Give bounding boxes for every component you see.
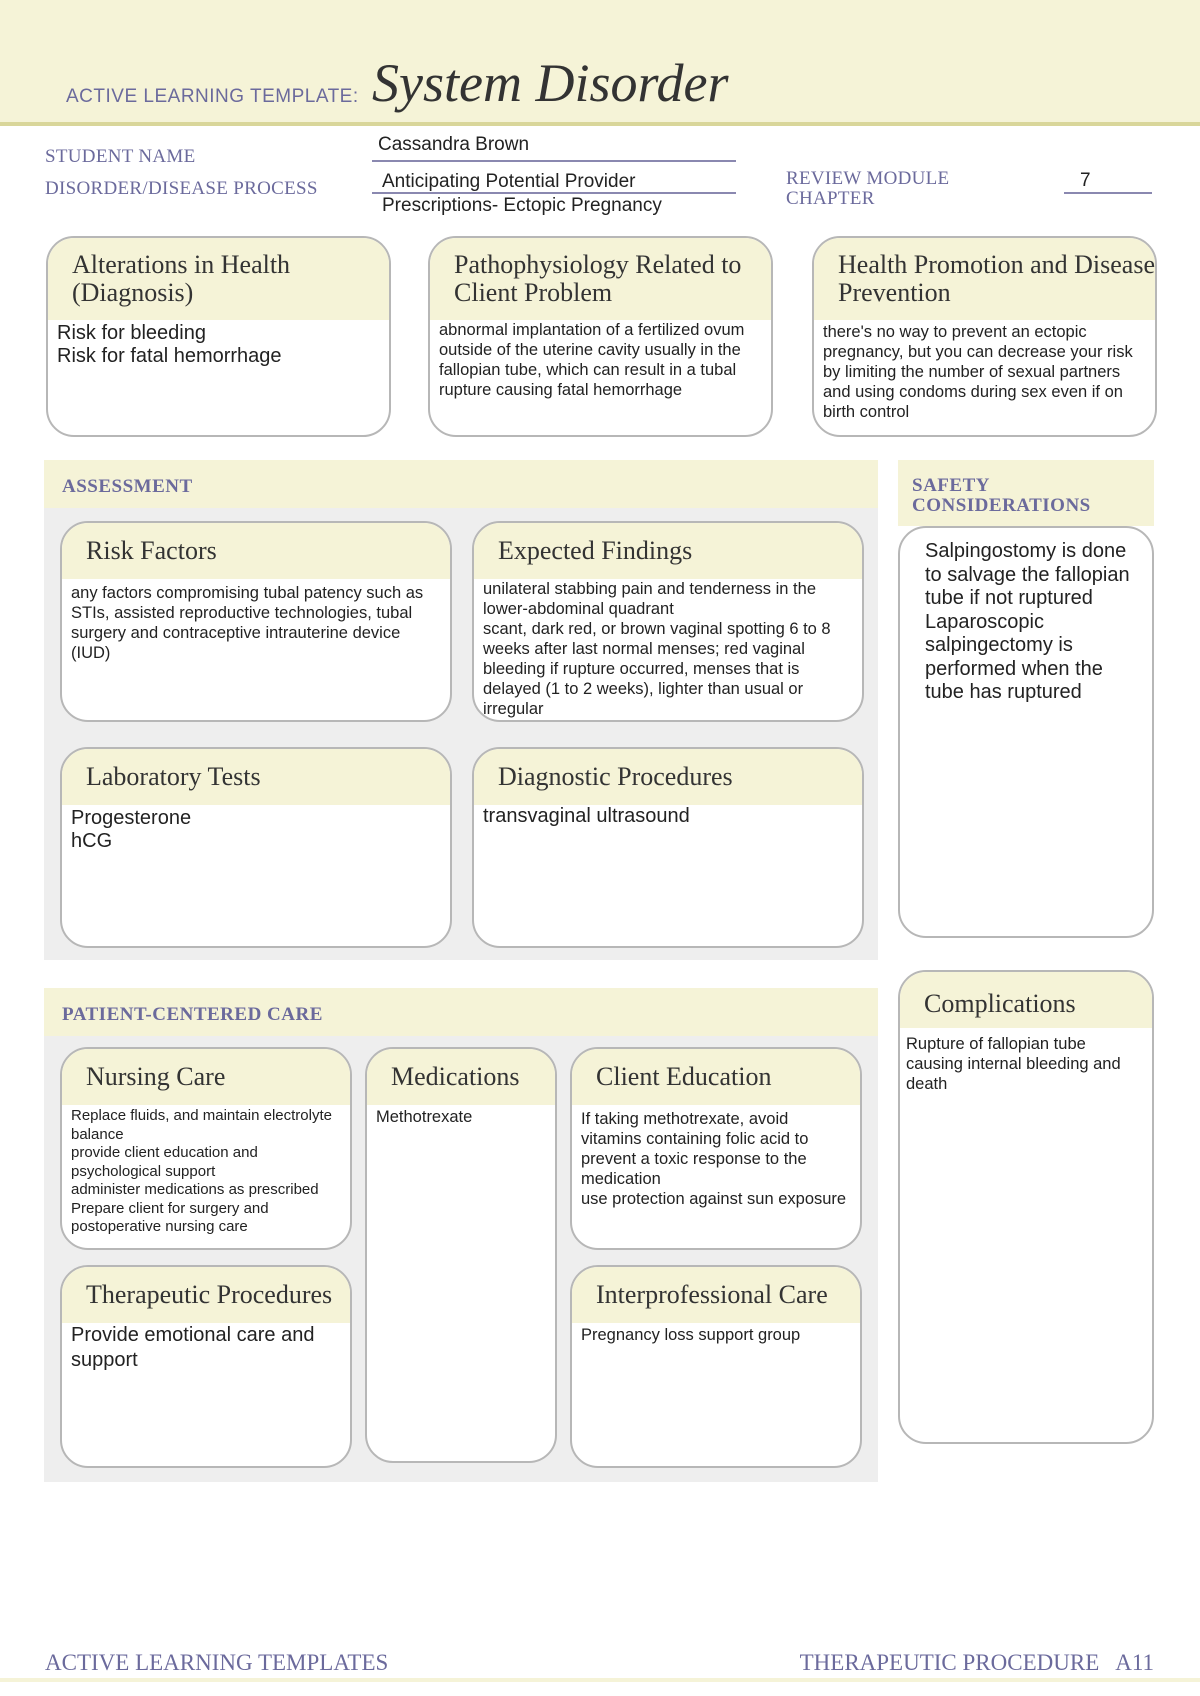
expected-findings-card [472, 521, 864, 722]
pathophysiology-text[interactable]: abnormal implantation of a fertilized ovum outside of the uterine cavity usually in the fallopian tube, which can result in a tubal rupture causing fatal hemorrhage [439, 321, 745, 399]
complications-title: Complications [900, 972, 1152, 1028]
interprofessional-care-title: Interprofessional Care [572, 1267, 860, 1323]
health-promotion-title: Health Promotion and Disease Prevention [814, 238, 1155, 320]
pathophysiology-card [428, 236, 773, 437]
footer-left: ACTIVE LEARNING TEMPLATES [45, 1650, 389, 1675]
risk-factors-card [60, 521, 452, 722]
medications-title: Medications [367, 1049, 555, 1105]
expected-findings-title: Expected Findings [474, 523, 862, 579]
therapeutic-procedures-text[interactable]: Provide emotional care and support [71, 1324, 315, 1371]
disorder-underline [372, 192, 736, 194]
nursing-care-line-3[interactable]: administer medications as prescribed [71, 1181, 319, 1198]
nursing-care-title: Nursing Care [62, 1049, 350, 1105]
client-education-line-2[interactable]: use protection against sun exposure [581, 1190, 847, 1208]
assessment-title: ASSESSMENT [62, 476, 193, 497]
alterations-title: Alterations in Health (Diagnosis) [48, 238, 389, 320]
laboratory-tests-card [60, 747, 452, 948]
alterations-line-1[interactable]: Risk for bleeding [57, 322, 206, 344]
safety-card [898, 526, 1154, 938]
alterations-card [46, 236, 391, 437]
expected-findings-line-2[interactable]: scant, dark red, or brown vaginal spotting 6 to 8 weeks after last normal menses; red vaginal bleeding if rupture occurred, menses that is delayed (1 to 2 weeks), lighter than usual or irregular [483, 620, 831, 718]
footer-band [0, 1678, 1200, 1682]
health-promotion-text[interactable]: there's no way to prevent an ectopic pregnancy, but you can decrease your risk by limiting the number of sexual partners and using condoms during sex even if on birth control [823, 323, 1133, 421]
diagnostic-procedures-text[interactable]: transvaginal ultrasound [483, 805, 690, 827]
disorder-value-line2[interactable]: Prescriptions- Ectopic Pregnancy [382, 195, 662, 216]
student-name-value[interactable]: Cassandra Brown [378, 134, 530, 155]
client-education-line-1[interactable]: If taking methotrexate, avoid vitamins containing folic acid to prevent a toxic response to the medication [581, 1110, 809, 1188]
laboratory-test-1[interactable]: Progesterone [71, 807, 192, 829]
therapeutic-procedures-title: Therapeutic Procedures [62, 1267, 350, 1323]
chapter-label: CHAPTER [786, 188, 875, 209]
chapter-value[interactable]: 7 [1080, 170, 1091, 191]
diagnostic-procedures-card [472, 747, 864, 948]
student-name-label: STUDENT NAME [45, 146, 196, 167]
interprofessional-care-card [570, 1265, 862, 1468]
client-education-card [570, 1047, 862, 1250]
therapeutic-procedures-card [60, 1265, 352, 1468]
laboratory-tests-title: Laboratory Tests [62, 749, 450, 805]
alterations-line-2[interactable]: Risk for fatal hemorrhage [57, 345, 282, 367]
nursing-care-line-2[interactable]: provide client education and psychological support [71, 1144, 258, 1180]
laboratory-test-2[interactable]: hCG [71, 830, 113, 852]
health-promotion-card [812, 236, 1157, 437]
risk-factors-text[interactable]: any factors compromising tubal patency such as STIs, assisted reproductive technologies, tubal surgery and contraceptive intrauterine device (IUD) [71, 584, 424, 662]
diagnostic-procedures-title: Diagnostic Procedures [474, 749, 862, 805]
safety-line-1[interactable]: Salpingostomy is done to salvage the fallopian tube if not ruptured [925, 540, 1130, 609]
patient-care-title: PATIENT-CENTERED CARE [62, 1004, 323, 1025]
medications-card [365, 1047, 557, 1463]
review-module-label: REVIEW MODULE [786, 168, 950, 189]
safety-title: SAFETY CONSIDERATIONS [912, 475, 1091, 516]
pathophysiology-title: Pathophysiology Related to Client Problem [430, 238, 771, 320]
template-title: System Disorder [372, 53, 729, 113]
nursing-care-line-4[interactable]: Prepare client for surgery and postoperative nursing care [71, 1199, 269, 1235]
risk-factors-title: Risk Factors [62, 523, 450, 579]
footer-right: THERAPEUTIC PROCEDURE A11 [799, 1650, 1154, 1675]
complications-text[interactable]: Rupture of fallopian tube causing internal bleeding and death [906, 1035, 1121, 1093]
chapter-underline [1064, 192, 1152, 194]
nursing-care-card [60, 1047, 352, 1250]
disorder-label: DISORDER/DISEASE PROCESS [45, 178, 318, 199]
student-name-underline [372, 160, 736, 162]
nursing-care-line-1[interactable]: Replace fluids, and maintain electrolyte balance [71, 1107, 332, 1143]
disorder-value-line1[interactable]: Anticipating Potential Provider [382, 171, 636, 192]
safety-line-2[interactable]: Laparoscopic salpingectomy is performed when the tube has ruptured [925, 610, 1103, 703]
medications-text[interactable]: Methotrexate [376, 1108, 473, 1126]
template-label: ACTIVE LEARNING TEMPLATE: [66, 86, 359, 107]
client-education-title: Client Education [572, 1049, 860, 1105]
complications-card [898, 970, 1154, 1444]
interprofessional-care-text[interactable]: Pregnancy loss support group [581, 1326, 801, 1344]
expected-findings-line-1[interactable]: unilateral stabbing pain and tenderness in the lower-abdominal quadrant [483, 580, 816, 618]
